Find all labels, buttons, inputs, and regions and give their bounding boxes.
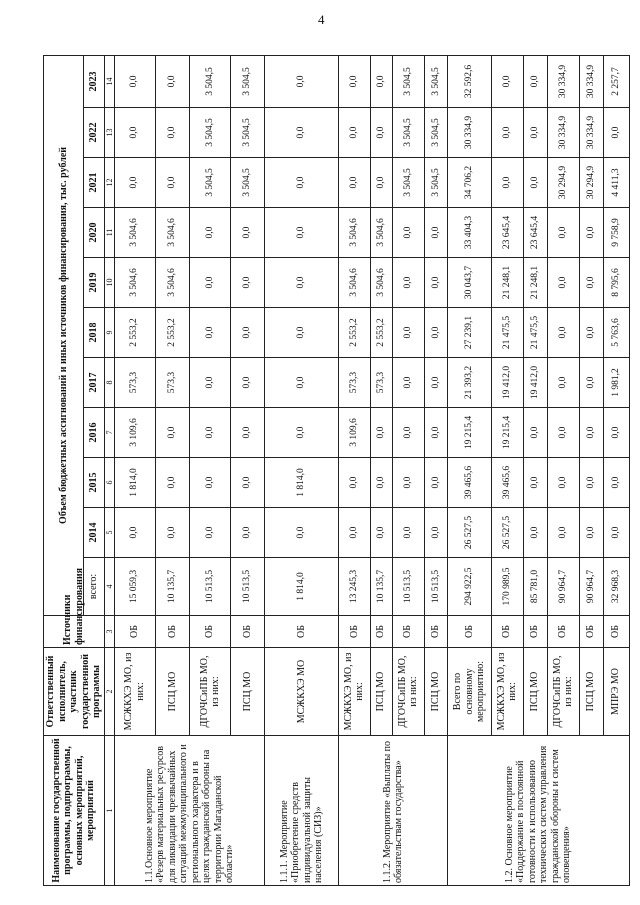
year-value-cell: 0,0 (579, 408, 603, 458)
header-name: Наименование государственной программы, подпрограммы, основных мероприятий, мероприятий (44, 736, 105, 886)
total-value-cell: 13 245,3 (338, 558, 370, 616)
executor-cell: ПСЦ МО (579, 648, 603, 736)
year-value-cell: 0,0 (579, 458, 603, 508)
year-value-cell: 0,0 (370, 458, 392, 508)
year-value-cell: 0,0 (190, 408, 231, 458)
year-value-cell: 0,0 (265, 508, 338, 558)
year-value-cell: 21 248,1 (523, 258, 547, 308)
header-source: Источники финансирования (44, 616, 105, 648)
year-value-cell: 33 404,3 (448, 208, 491, 258)
year-value-cell: 0,0 (523, 408, 547, 458)
year-value-cell: 26 527,5 (448, 508, 491, 558)
table-body (114, 55, 629, 885)
executor-cell: МПРЭ МО (603, 648, 629, 736)
column-index: 4 (104, 558, 114, 616)
column-index: 9 (104, 308, 114, 358)
year-value-cell: 23 645,4 (523, 208, 547, 258)
year-value-cell: 0,0 (155, 55, 189, 107)
year-value-cell: 0,0 (491, 108, 523, 158)
source-cell: ОБ (230, 616, 264, 648)
year-value-cell: 30 043,7 (448, 258, 491, 308)
year-value-cell: 573,3 (338, 358, 370, 408)
column-index: 5 (104, 508, 114, 558)
column-index: 11 (104, 208, 114, 258)
year-value-cell: 0,0 (190, 358, 231, 408)
year-value-cell: 27 239,1 (448, 308, 491, 358)
column-index: 2 (104, 648, 114, 736)
executor-cell: ПСЦ МО (230, 648, 264, 736)
year-value-cell: 0,0 (392, 358, 424, 408)
year-value-cell: 0,0 (370, 55, 392, 107)
year-value-cell: 3 504,6 (338, 208, 370, 258)
year-value-cell: 0,0 (370, 158, 392, 208)
year-value-cell: 3 504,5 (190, 108, 231, 158)
column-index: 3 (104, 616, 114, 648)
year-value-cell: 2 553,2 (338, 308, 370, 358)
year-value-cell: 0,0 (338, 158, 370, 208)
year-value-cell: 1 814,0 (114, 458, 155, 508)
source-cell: ОБ (448, 616, 491, 648)
year-value-cell: 21 393,2 (448, 358, 491, 408)
year-value-cell: 0,0 (603, 108, 629, 158)
year-value-cell: 0,0 (491, 55, 523, 107)
table-row (338, 55, 370, 885)
source-cell: ОБ (491, 616, 523, 648)
executor-cell: МСЖКХЭ МО, из них: (491, 648, 523, 736)
total-value-cell: 10 513,5 (424, 558, 448, 616)
executor-cell: ПСЦ МО (370, 648, 392, 736)
year-value-cell: 2 553,2 (155, 308, 189, 358)
year-value-cell: 0,0 (547, 258, 579, 308)
year-value-cell: 0,0 (392, 408, 424, 458)
year-value-cell: 30 334,9 (448, 108, 491, 158)
year-value-cell: 30 334,9 (547, 55, 579, 107)
year-value-cell: 0,0 (265, 358, 338, 408)
executor-cell: ДГОЧСиПБ МО, из них: (392, 648, 424, 736)
header-year: 2021 (83, 158, 104, 208)
year-value-cell: 0,0 (265, 308, 338, 358)
year-value-cell: 0,0 (190, 508, 231, 558)
source-cell: ОБ (370, 616, 392, 648)
activity-name: 1.1.1. Мероприятие «Приобретение средств индивидуальной защиты населения (СИЗ)» (265, 736, 338, 886)
year-value-cell: 0,0 (547, 358, 579, 408)
year-value-cell: 2 553,2 (370, 308, 392, 358)
year-value-cell: 0,0 (155, 508, 189, 558)
year-value-cell: 3 504,6 (338, 258, 370, 308)
year-value-cell: 5 763,6 (603, 308, 629, 358)
header-year: 2019 (83, 258, 104, 308)
year-value-cell: 0,0 (114, 158, 155, 208)
activity-name: 1.2. Основное мероприятие «Поддержание в постоянной готовности к использованию технических систем управления гражданской обороны и систем оповещения» (448, 736, 629, 886)
year-value-cell: 0,0 (523, 458, 547, 508)
year-value-cell: 0,0 (230, 358, 264, 408)
total-value-cell: 10 135,7 (155, 558, 189, 616)
year-value-cell: 0,0 (579, 258, 603, 308)
year-value-cell: 0,0 (424, 508, 448, 558)
year-value-cell: 1 814,0 (265, 458, 338, 508)
year-value-cell: 0,0 (190, 258, 231, 308)
year-value-cell: 0,0 (392, 258, 424, 308)
year-value-cell: 2 553,2 (114, 308, 155, 358)
year-value-cell: 26 527,5 (491, 508, 523, 558)
year-value-cell: 30 334,9 (579, 55, 603, 107)
header-year: 2015 (83, 458, 104, 508)
source-cell: ОБ (155, 616, 189, 648)
total-value-cell: 90 964,7 (547, 558, 579, 616)
rotated-table-area (43, 56, 627, 886)
year-value-cell: 0,0 (338, 55, 370, 107)
executor-cell: МСЖКХЭ МО, из них: (338, 648, 370, 736)
year-value-cell: 0,0 (265, 55, 338, 107)
year-value-cell: 0,0 (603, 458, 629, 508)
total-value-cell: 10 513,5 (392, 558, 424, 616)
executor-cell: ПСЦ МО (155, 648, 189, 736)
year-value-cell: 0,0 (190, 458, 231, 508)
column-index: 12 (104, 158, 114, 208)
year-value-cell: 573,3 (370, 358, 392, 408)
year-value-cell: 0,0 (523, 508, 547, 558)
year-value-cell: 9 758,9 (603, 208, 629, 258)
year-value-cell: 0,0 (547, 208, 579, 258)
year-value-cell: 0,0 (155, 458, 189, 508)
year-value-cell: 1 981,2 (603, 358, 629, 408)
year-value-cell: 573,3 (155, 358, 189, 408)
year-value-cell: 0,0 (265, 258, 338, 308)
source-cell: ОБ (190, 616, 231, 648)
executor-cell: ПСЦ МО (523, 648, 547, 736)
year-value-cell: 30 334,9 (547, 108, 579, 158)
year-value-cell: 0,0 (523, 108, 547, 158)
total-value-cell: 10 513,5 (230, 558, 264, 616)
year-value-cell: 0,0 (491, 158, 523, 208)
year-value-cell: 0,0 (424, 458, 448, 508)
year-value-cell: 4 411,3 (603, 158, 629, 208)
source-cell: ОБ (523, 616, 547, 648)
year-value-cell: 3 504,5 (190, 55, 231, 107)
year-value-cell: 39 465,6 (491, 458, 523, 508)
year-value-cell: 0,0 (547, 308, 579, 358)
year-value-cell: 0,0 (579, 358, 603, 408)
year-value-cell: 3 504,6 (155, 258, 189, 308)
year-value-cell: 3 504,5 (392, 108, 424, 158)
header-funding: Объем бюджетных ассигнований и иных источников финансирования, тыс. рублей (44, 55, 84, 615)
column-index: 10 (104, 258, 114, 308)
column-index: 6 (104, 458, 114, 508)
year-value-cell: 0,0 (392, 458, 424, 508)
year-value-cell: 30 294,9 (547, 158, 579, 208)
year-value-cell: 19 412,0 (491, 358, 523, 408)
year-value-cell: 0,0 (370, 508, 392, 558)
year-value-cell: 0,0 (392, 208, 424, 258)
executor-cell: МСЖКХЭ МО (265, 648, 338, 736)
year-value-cell: 39 465,6 (448, 458, 491, 508)
year-value-cell: 0,0 (370, 408, 392, 458)
year-value-cell: 19 215,4 (448, 408, 491, 458)
source-cell: ОБ (579, 616, 603, 648)
year-value-cell: 0,0 (338, 508, 370, 558)
source-cell: ОБ (114, 616, 155, 648)
funding-table (43, 55, 630, 886)
executor-cell: ДГОЧСиПБ МО, из них: (190, 648, 231, 736)
year-value-cell: 0,0 (603, 408, 629, 458)
year-value-cell: 0,0 (424, 408, 448, 458)
table-header (44, 55, 115, 885)
year-value-cell: 3 504,5 (424, 55, 448, 107)
year-value-cell: 3 504,5 (230, 55, 264, 107)
year-value-cell: 0,0 (230, 458, 264, 508)
year-value-cell: 21 475,5 (491, 308, 523, 358)
header-executor: Ответственный исполнитель, участник государственной программы (44, 648, 105, 736)
year-value-cell: 21 248,1 (491, 258, 523, 308)
year-value-cell: 3 109,6 (114, 408, 155, 458)
column-index: 8 (104, 358, 114, 408)
executor-cell: Всего по основному мероприятию: (448, 648, 491, 736)
year-value-cell: 0,0 (424, 358, 448, 408)
source-cell: ОБ (338, 616, 370, 648)
year-value-cell: 3 504,5 (392, 158, 424, 208)
year-value-cell: 0,0 (230, 208, 264, 258)
year-value-cell: 0,0 (265, 108, 338, 158)
year-value-cell: 0,0 (114, 108, 155, 158)
year-value-cell: 3 109,6 (338, 408, 370, 458)
header-total: всего: (83, 558, 104, 616)
year-value-cell: 0,0 (424, 258, 448, 308)
year-value-cell: 0,0 (265, 408, 338, 458)
year-value-cell: 3 504,5 (230, 158, 264, 208)
year-value-cell: 0,0 (114, 508, 155, 558)
year-value-cell: 3 504,5 (424, 158, 448, 208)
year-value-cell: 0,0 (424, 308, 448, 358)
year-value-cell: 0,0 (424, 208, 448, 258)
year-value-cell: 23 645,4 (491, 208, 523, 258)
year-value-cell: 0,0 (523, 158, 547, 208)
year-value-cell: 3 504,5 (230, 108, 264, 158)
year-value-cell: 573,3 (114, 358, 155, 408)
year-value-cell: 0,0 (155, 158, 189, 208)
header-year: 2017 (83, 358, 104, 408)
year-value-cell: 0,0 (523, 55, 547, 107)
year-value-cell: 30 334,9 (579, 108, 603, 158)
source-cell: ОБ (424, 616, 448, 648)
year-value-cell: 2 257,7 (603, 55, 629, 107)
year-value-cell: 3 504,6 (114, 208, 155, 258)
year-value-cell: 8 795,6 (603, 258, 629, 308)
total-value-cell: 15 059,3 (114, 558, 155, 616)
source-cell: ОБ (265, 616, 338, 648)
year-value-cell: 0,0 (230, 508, 264, 558)
table-row (265, 55, 338, 885)
total-value-cell: 10 513,5 (190, 558, 231, 616)
total-value-cell: 90 964,7 (579, 558, 603, 616)
total-value-cell: 1 814,0 (265, 558, 338, 616)
year-value-cell: 32 592,6 (448, 55, 491, 107)
header-year: 2016 (83, 408, 104, 458)
source-cell: ОБ (547, 616, 579, 648)
activity-name: 1.1.2. Мероприятие «Выплаты по обязательствам государства» (338, 736, 448, 886)
table-row (448, 55, 491, 885)
year-value-cell: 3 504,6 (114, 258, 155, 308)
year-value-cell: 0,0 (230, 258, 264, 308)
year-value-cell: 0,0 (603, 508, 629, 558)
year-value-cell: 0,0 (338, 108, 370, 158)
source-cell: ОБ (392, 616, 424, 648)
year-value-cell: 0,0 (579, 508, 603, 558)
year-value-cell: 19 215,4 (491, 408, 523, 458)
year-value-cell: 3 504,5 (392, 55, 424, 107)
year-value-cell: 0,0 (155, 108, 189, 158)
header-year: 2014 (83, 508, 104, 558)
year-value-cell: 0,0 (155, 408, 189, 458)
year-value-cell: 0,0 (265, 158, 338, 208)
table-row (114, 55, 155, 885)
year-value-cell: 0,0 (338, 458, 370, 508)
executor-cell: ПСЦ МО (424, 648, 448, 736)
year-value-cell: 3 504,6 (370, 208, 392, 258)
year-value-cell: 30 294,9 (579, 158, 603, 208)
source-cell: ОБ (603, 616, 629, 648)
year-value-cell: 0,0 (547, 458, 579, 508)
year-value-cell: 0,0 (547, 408, 579, 458)
year-value-cell: 0,0 (190, 208, 231, 258)
year-value-cell: 3 504,6 (370, 258, 392, 308)
total-value-cell: 32 968,3 (603, 558, 629, 616)
year-value-cell: 0,0 (114, 55, 155, 107)
year-value-cell: 0,0 (579, 208, 603, 258)
year-value-cell: 0,0 (190, 308, 231, 358)
column-index: 7 (104, 408, 114, 458)
header-year: 2023 (83, 55, 104, 107)
total-value-cell: 10 135,7 (370, 558, 392, 616)
year-value-cell: 19 412,0 (523, 358, 547, 408)
executor-cell: ДГОЧСиПБ МО, из них: (547, 648, 579, 736)
year-value-cell: 0,0 (579, 308, 603, 358)
year-value-cell: 3 504,6 (155, 208, 189, 258)
year-value-cell: 0,0 (230, 308, 264, 358)
year-value-cell: 3 504,5 (190, 158, 231, 208)
year-value-cell: 34 706,2 (448, 158, 491, 208)
year-value-cell: 0,0 (265, 208, 338, 258)
header-year: 2020 (83, 208, 104, 258)
year-value-cell: 0,0 (392, 508, 424, 558)
column-index: 1 (104, 736, 114, 886)
total-value-cell: 85 781,0 (523, 558, 547, 616)
executor-cell: МСЖКХЭ МО, из них: (114, 648, 155, 736)
activity-name: 1.1.Основное мероприятие «Резерв материальных ресурсов для ликвидации чрезвычайных ситуаций межмуниципального и регионального характера и в целях гражданской обороны на территории Магаданской области» (114, 736, 265, 886)
column-index: 13 (104, 108, 114, 158)
year-value-cell: 0,0 (392, 308, 424, 358)
year-value-cell: 3 504,5 (424, 108, 448, 158)
rotated-table-frame (43, 56, 627, 886)
page-number: 4 (318, 12, 325, 27)
year-value-cell: 0,0 (547, 508, 579, 558)
header-year: 2022 (83, 108, 104, 158)
header-year: 2018 (83, 308, 104, 358)
year-value-cell: 0,0 (370, 108, 392, 158)
total-value-cell: 294 922,5 (448, 558, 491, 616)
column-index: 14 (104, 55, 114, 107)
year-value-cell: 21 475,5 (523, 308, 547, 358)
year-value-cell: 0,0 (230, 408, 264, 458)
total-value-cell: 170 989,5 (491, 558, 523, 616)
